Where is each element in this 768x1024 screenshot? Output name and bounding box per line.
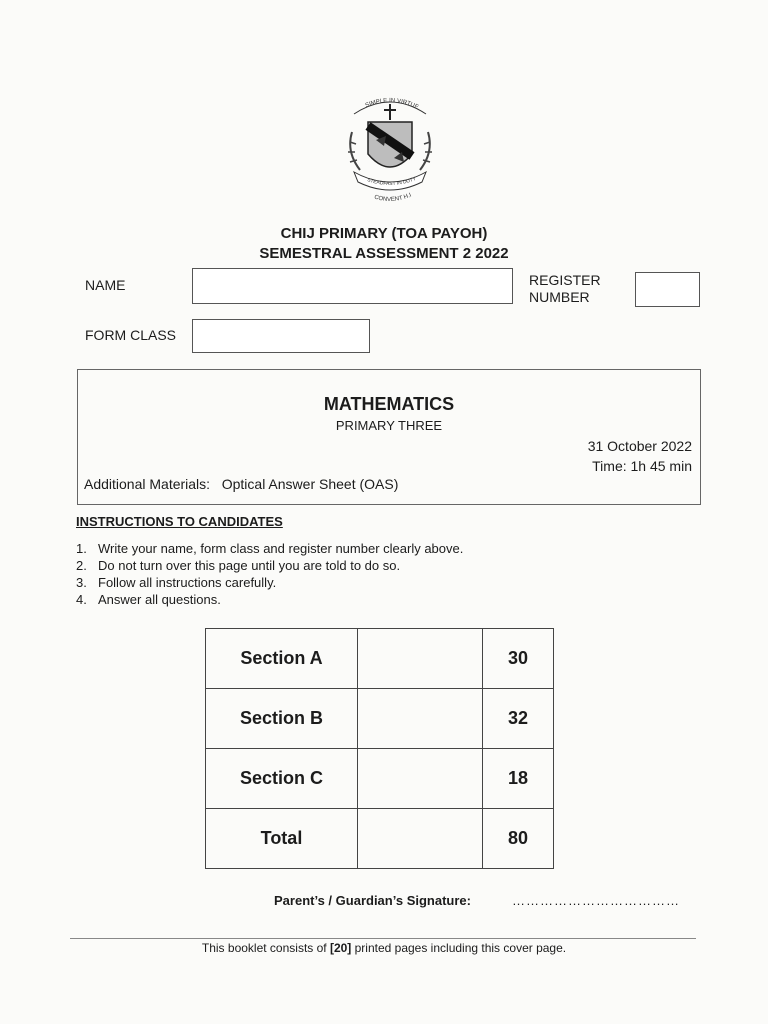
register-number-field[interactable] [635, 272, 700, 307]
max-marks: 30 [483, 629, 554, 689]
crest-name: CONVENT H.I [373, 192, 413, 204]
form-class-label: FORM CLASS [85, 327, 177, 343]
section-label: Section A [206, 629, 358, 689]
instruction-text: Answer all questions. [98, 592, 221, 607]
exam-duration: Time: 1h 45 min [592, 458, 692, 474]
section-label: Section C [206, 749, 358, 809]
score-cell[interactable] [358, 689, 483, 749]
additional-materials: Additional Materials: Optical Answer Sheet (OAS) [84, 476, 399, 492]
exam-date: 31 October 2022 [587, 438, 692, 454]
footer-divider [70, 938, 696, 939]
subject-title: MATHEMATICS [323, 394, 455, 414]
marks-table [205, 628, 554, 869]
footer-note [0, 941, 768, 955]
footer-pages: [20] [329, 941, 352, 955]
score-cell[interactable] [358, 629, 483, 689]
score-cell[interactable] [358, 749, 483, 809]
school-crest [340, 92, 440, 207]
crest-motto-top: SIMPLE IN VIRTUE [364, 97, 420, 111]
max-marks: 18 [483, 749, 554, 809]
level-label: PRIMARY THREE [335, 418, 443, 433]
max-marks: 32 [483, 689, 554, 749]
instruction-item [76, 591, 463, 608]
form-class-field[interactable] [192, 319, 370, 353]
paper-info-box [77, 369, 701, 505]
instruction-item [76, 540, 463, 557]
section-label: Total [206, 809, 358, 869]
instruction-number: 1. [76, 541, 87, 556]
instruction-item [76, 574, 463, 591]
signature-label: Parent’s / Guardian’s Signature: [274, 893, 471, 908]
name-field[interactable] [192, 268, 513, 304]
instruction-item [76, 557, 463, 574]
instruction-text: Write your name, form class and register number clearly above. [98, 541, 464, 556]
instructions-list [76, 540, 463, 608]
max-marks: 80 [483, 809, 554, 869]
footer-suffix: printed pages including this cover page. [351, 941, 567, 955]
score-cell[interactable] [358, 809, 483, 869]
section-label: Section B [206, 689, 358, 749]
table-row [206, 749, 554, 809]
instruction-number: 2. [76, 558, 87, 573]
instruction-number: 4. [76, 592, 87, 607]
school-name: CHIJ PRIMARY (TOA PAYOH) [280, 225, 488, 242]
table-row [206, 689, 554, 749]
svg-text:SIMPLE IN VIRTUE [365, 98, 420, 111]
crest-motto-bottom: STEADFAST IN DUTY [366, 175, 417, 188]
instruction-text: Do not turn over this page until you are told to do so. [98, 558, 401, 573]
assessment-title: SEMESTRAL ASSESSMENT 2 2022 [259, 245, 509, 262]
name-label: NAME [85, 277, 126, 293]
register-label-line2: NUMBER [529, 289, 590, 305]
signature-line[interactable]: ……………………………… [512, 893, 680, 908]
instruction-text: Follow all instructions carefully. [98, 575, 277, 590]
table-row [206, 629, 554, 689]
table-row [206, 809, 554, 869]
instruction-number: 3. [76, 575, 87, 590]
instructions-title: INSTRUCTIONS TO CANDIDATES [76, 514, 283, 529]
footer-prefix: This booklet consists of [201, 941, 330, 955]
register-label-line1: REGISTER [529, 272, 601, 288]
